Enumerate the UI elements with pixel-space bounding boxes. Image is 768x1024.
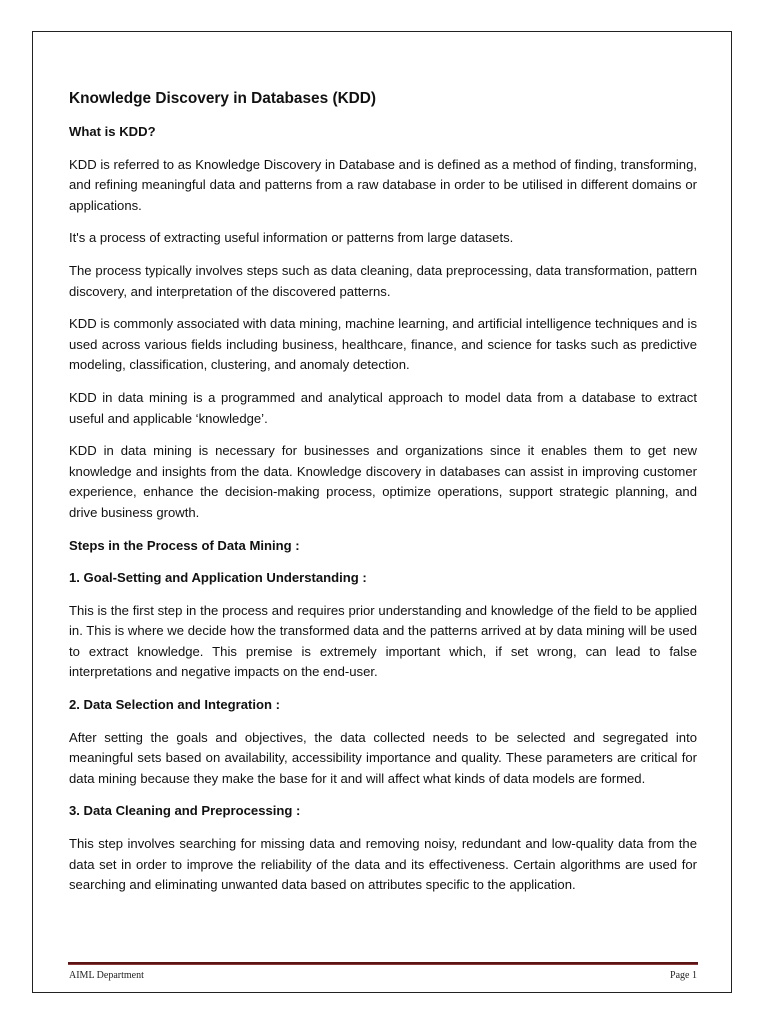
step-paragraph: This step involves searching for missing data and removing noisy, redundant and low-quality data from the data set in order to improve the reliability of the data and its effectiveness. Certain algorithms are used for searching and eliminating unwanted data based on attributes specific to the application.	[69, 836, 697, 893]
step-heading: 1. Goal-Setting and Application Understanding :	[69, 570, 367, 586]
step-heading: 3. Data Cleaning and Preprocessing :	[69, 803, 301, 819]
step-paragraph: This is the first step in the process and requires prior understanding and knowledge of the field to be applied in. This is where we decide how the transformed data and the patterns arrived at by data mining will be used to extract knowledge. This premise is extremely important which, if set wrong, can lead to false interpretations and negative impacts on the end-user.	[69, 602, 697, 680]
footer-divider	[68, 962, 698, 965]
footer-department: AIML Department	[69, 970, 144, 981]
paragraph: KDD is referred to as Knowledge Discovery in Database and is defined as a method of finding, transforming, and refining meaningful data and patterns from a raw database in order to be utilised in different domains or applications.	[69, 156, 697, 213]
paragraph: The process typically involves steps such as data cleaning, data preprocessing, data transformation, pattern discovery, and interpretation of the discovered patterns.	[69, 262, 697, 299]
step-heading: 2. Data Selection and Integration :	[69, 697, 280, 713]
document-body	[69, 89, 697, 908]
paragraph: KDD in data mining is a programmed and analytical approach to model data from a database to extract useful and applicable ‘knowledge’.	[69, 389, 697, 426]
footer-page-number: Page 1	[670, 970, 697, 981]
paragraph: It's a process of extracting useful information or patterns from large datasets.	[69, 230, 514, 246]
paragraph: KDD is commonly associated with data mining, machine learning, and artificial intelligence techniques and is used across various fields including business, healthcare, finance, and science for tasks such as predictive modeling, classification, clustering, and anomaly detection.	[69, 316, 697, 373]
section-heading-what-is-kdd: What is KDD?	[69, 124, 156, 139]
document-title: Knowledge Discovery in Databases (KDD)	[69, 90, 377, 107]
step-paragraph: After setting the goals and objectives, the data collected needs to be selected and segregated into meaningful sets based on availability, accessibility importance and quality. These parameters are critical for data mining because they make the base for it and will affect what kinds of data models are formed.	[69, 729, 697, 786]
section-heading-steps: Steps in the Process of Data Mining :	[69, 537, 300, 553]
paragraph: KDD in data mining is necessary for businesses and organizations since it enables them to get new knowledge and insights from the data. Knowledge discovery in databases can assist in improving customer experience, enhance the decision-making process, optimize operations, support strategic planning, and drive business growth.	[69, 443, 697, 520]
